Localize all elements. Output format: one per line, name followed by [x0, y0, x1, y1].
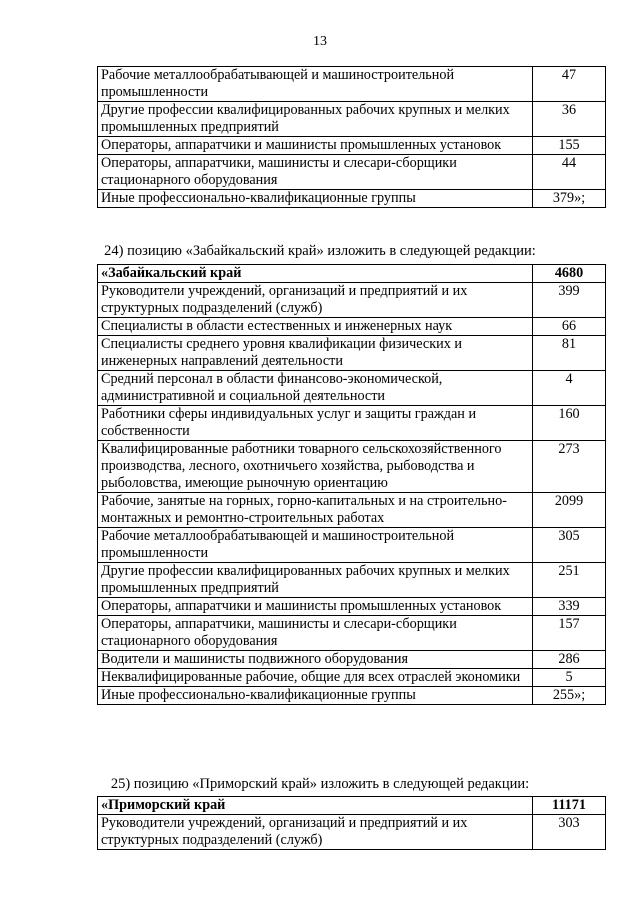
row-label: Специалисты среднего уровня квалификации физических и инженерных направлений деятельности	[98, 336, 533, 371]
row-label: Операторы, аппаратчики и машинисты промышленных установок	[98, 137, 533, 155]
row-value: 66	[533, 318, 606, 336]
row-label: Руководители учреждений, организаций и предприятий и их структурных подразделений (служб)	[98, 815, 533, 850]
table-row	[98, 669, 606, 687]
row-label: Неквалифицированные рабочие, общие для всех отраслей экономики	[98, 669, 533, 687]
row-value: 286	[533, 651, 606, 669]
row-value: 379»;	[533, 190, 606, 208]
table-row	[98, 155, 606, 190]
row-value: 255»;	[533, 687, 606, 705]
row-value: 339	[533, 598, 606, 616]
row-label: Операторы, аппаратчики и машинисты промышленных установок	[98, 598, 533, 616]
table-zabaikalsky	[97, 264, 606, 705]
row-label: Работники сферы индивидуальных услуг и защиты граждан и собственности	[98, 406, 533, 441]
row-value: 47	[533, 67, 606, 102]
row-label: Рабочие металлообрабатывающей и машиностроительной промышленности	[98, 528, 533, 563]
row-value: 251	[533, 563, 606, 598]
table-row	[98, 493, 606, 528]
row-value: 157	[533, 616, 606, 651]
table-row	[98, 528, 606, 563]
table-top	[97, 66, 606, 208]
table-row	[98, 67, 606, 102]
region-total: 11171	[533, 797, 606, 815]
row-value: 36	[533, 102, 606, 137]
row-value: 305	[533, 528, 606, 563]
row-label: Водители и машинисты подвижного оборудования	[98, 651, 533, 669]
row-value: 160	[533, 406, 606, 441]
row-label: Руководители учреждений, организаций и предприятий и их структурных подразделений (служб)	[98, 283, 533, 318]
table-row	[98, 283, 606, 318]
row-label: Рабочие металлообрабатывающей и машиностроительной промышленности	[98, 67, 533, 102]
table-row	[98, 318, 606, 336]
row-label: Иные профессионально-квалификационные группы	[98, 190, 533, 208]
table-row	[98, 598, 606, 616]
row-label: Другие профессии квалифицированных рабочих крупных и мелких промышленных предприятий	[98, 563, 533, 598]
table-row	[98, 190, 606, 208]
table-row	[98, 406, 606, 441]
table-row	[98, 441, 606, 493]
table-row	[98, 371, 606, 406]
table-row	[98, 616, 606, 651]
table-row	[98, 137, 606, 155]
row-value: 81	[533, 336, 606, 371]
table-row	[98, 563, 606, 598]
table-primorsky	[97, 796, 606, 850]
region-header-row	[98, 797, 606, 815]
row-label: Специалисты в области естественных и инженерных наук	[98, 318, 533, 336]
region-total: 4680	[533, 265, 606, 283]
row-value: 4	[533, 371, 606, 406]
row-label: Квалифицированные работники товарного сельскохозяйственного производства, лесного, охотничьего хозяйства, рыбоводства и рыболовства, имеющие рыночную ориентацию	[98, 441, 533, 493]
row-value: 44	[533, 155, 606, 190]
table-row	[98, 336, 606, 371]
table-row	[98, 815, 606, 850]
row-label: Рабочие, занятые на горных, горно-капитальных и на строительно-монтажных и ремонтно-строительных работах	[98, 493, 533, 528]
row-label: Операторы, аппаратчики, машинисты и слесари-сборщики стационарного оборудования	[98, 616, 533, 651]
row-label: Другие профессии квалифицированных рабочих крупных и мелких промышленных предприятий	[98, 102, 533, 137]
row-value: 273	[533, 441, 606, 493]
region-header-row	[98, 265, 606, 283]
instruction-24: 24) позицию «Забайкальский край» изложить в следующей редакции:	[104, 243, 536, 259]
table-row	[98, 102, 606, 137]
row-value: 399	[533, 283, 606, 318]
row-label: Средний персонал в области финансово-экономической, административной и социальной деятельности	[98, 371, 533, 406]
row-value: 2099	[533, 493, 606, 528]
row-label: Операторы, аппаратчики, машинисты и слесари-сборщики стационарного оборудования	[98, 155, 533, 190]
table-row	[98, 651, 606, 669]
row-label: Иные профессионально-квалификационные группы	[98, 687, 533, 705]
region-name: «Приморский край	[98, 797, 533, 815]
row-value: 5	[533, 669, 606, 687]
table-row	[98, 687, 606, 705]
row-value: 155	[533, 137, 606, 155]
region-name: «Забайкальский край	[98, 265, 533, 283]
row-value: 303	[533, 815, 606, 850]
instruction-25: 25) позицию «Приморский край» изложить в следующей редакции:	[110, 776, 530, 792]
page-number: 13	[313, 34, 327, 49]
